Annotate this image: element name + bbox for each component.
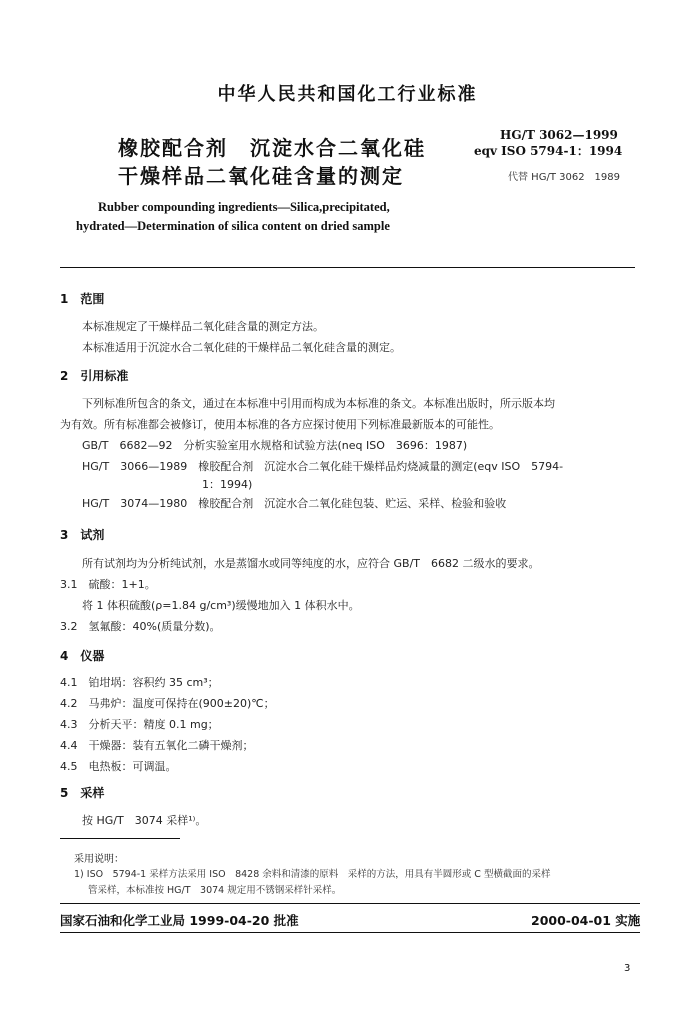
footer-divider bbox=[60, 903, 640, 904]
item-4-4: 4.4 干燥器：装有五氧化二磷干燥剂； bbox=[60, 739, 254, 752]
page-number: 3 bbox=[624, 963, 631, 974]
section-3-heading: 3 试剂 bbox=[60, 528, 105, 542]
footnote-label: 采用说明： bbox=[74, 854, 124, 865]
section-4-heading: 4 仪器 bbox=[60, 649, 105, 663]
item-3-1-detail: 将 1 体积硫酸(ρ=1.84 g/cm³)缓慢地加入 1 体积水中。 bbox=[82, 599, 360, 612]
doc-title-line1: 橡胶配合剂 沉淀水合二氧化硅 bbox=[118, 136, 426, 160]
equivalent-standard: eqv ISO 5794-1：1994 bbox=[474, 144, 623, 158]
footer-bottom-rule bbox=[60, 932, 640, 933]
header-divider bbox=[60, 267, 635, 268]
doc-title-line2: 干燥样品二氧化硅含量的测定 bbox=[118, 164, 404, 188]
section-5-paragraph: 按 HG/T 3074 采样¹⁾。 bbox=[82, 814, 207, 827]
org-title: 中华人民共和国化工行业标准 bbox=[217, 84, 478, 105]
english-title-line2: hydrated—Determination of silica content on dried sample bbox=[76, 219, 390, 233]
reference-gb-6682: GB/T 6682—92 分析实验室用水规格和试验方法(neq ISO 3696：1987) bbox=[82, 439, 468, 452]
section-1-heading: 1 范围 bbox=[60, 292, 105, 306]
item-4-3: 4.3 分析天平：精度 0.1 mg； bbox=[60, 718, 219, 731]
reference-hg-3066-line1: HG/T 3066—1989 橡胶配合剂 沉淀水合二氧化硅干燥样品灼烧减量的测定(eqv ISO 5794- bbox=[82, 460, 564, 473]
item-4-5: 4.5 电热板：可调温。 bbox=[60, 760, 177, 773]
item-4-1: 4.1 铂坩埚：容积约 35 cm³； bbox=[60, 676, 219, 689]
reference-hg-3074: HG/T 3074—1980 橡胶配合剂 沉淀水合二氧化硅包装、贮运、采样、检验和验收 bbox=[82, 497, 507, 510]
footnote-line2: 管采样，本标准按 HG/T 3074 规定用不锈钢采样针采样。 bbox=[88, 885, 342, 896]
item-3-1: 3.1 硫酸：1+1。 bbox=[60, 578, 156, 591]
section-1-paragraph-1: 本标准规定了干燥样品二氧化硅含量的测定方法。 bbox=[82, 320, 324, 333]
footnote-line1: 1) ISO 5794-1 采样方法采用 ISO 8428 余料和清漆的原料 采样的方法，用具有半圆形或 C 型横截面的采样 bbox=[74, 869, 551, 880]
section-3-paragraph: 所有试剂均为分析纯试剂，水是蒸馏水或同等纯度的水，应符合 GB/T 6682 二级水的要求。 bbox=[82, 557, 540, 570]
implementation-date: 2000-04-01 实施 bbox=[531, 913, 641, 928]
standard-number: HG/T 3062—1999 bbox=[500, 128, 618, 142]
replaces-standard: 代替 HG/T 3062 1989 bbox=[508, 172, 621, 183]
item-4-2: 4.2 马弗炉：温度可保持在(900±20)℃； bbox=[60, 697, 275, 710]
section-2-paragraph-line2: 为有效。所有标准都会被修订，使用本标准的各方应探讨使用下列标准最新版本的可能性。 bbox=[60, 418, 500, 431]
reference-hg-3066-line2: 1：1994) bbox=[202, 478, 253, 491]
footnote-divider bbox=[60, 838, 180, 839]
section-2-heading: 2 引用标准 bbox=[60, 369, 129, 383]
section-5-heading: 5 采样 bbox=[60, 786, 105, 800]
item-3-2: 3.2 氢氟酸：40%(质量分数)。 bbox=[60, 620, 221, 633]
section-2-paragraph-line1: 下列标准所包含的条文，通过在本标准中引用而构成为本标准的条文。本标准出版时，所示版本均 bbox=[82, 397, 555, 410]
english-title-line1: Rubber compounding ingredients—Silica,precipitated, bbox=[98, 200, 390, 214]
section-1-paragraph-2: 本标准适用于沉淀水合二氧化硅的干燥样品二氧化硅含量的测定。 bbox=[82, 341, 401, 354]
issue-date: 国家石油和化学工业局 1999-04-20 批准 bbox=[60, 913, 299, 928]
